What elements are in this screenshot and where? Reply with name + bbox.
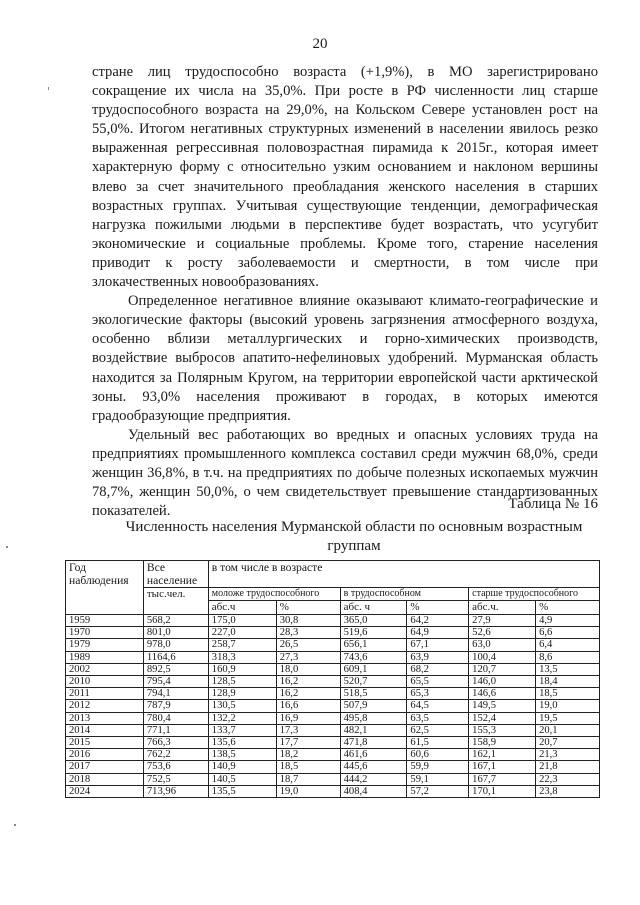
cell-total: 794,1 bbox=[143, 688, 208, 700]
cell-work-abs: 507,9 bbox=[340, 700, 407, 712]
cell-old-pct: 19,5 bbox=[536, 712, 600, 724]
cell-total: 713,96 bbox=[143, 785, 208, 797]
table-title: Численность населения Мурманской области по основным возрастным группам bbox=[125, 519, 583, 554]
cell-work-abs: 444,2 bbox=[340, 773, 407, 785]
cell-young-abs: 140,9 bbox=[208, 761, 276, 773]
cell-young-abs: 128,5 bbox=[208, 676, 276, 688]
cell-old-pct: 20,1 bbox=[536, 724, 600, 736]
table-row bbox=[66, 639, 600, 651]
cell-young-pct: 18,2 bbox=[276, 749, 340, 761]
table-row bbox=[66, 676, 600, 688]
cell-young-pct: 17,7 bbox=[276, 737, 340, 749]
cell-year: 2011 bbox=[66, 688, 144, 700]
cell-work-abs: 365,0 bbox=[340, 615, 407, 627]
header-total: Все население bbox=[143, 561, 208, 588]
cell-year: 2017 bbox=[66, 761, 144, 773]
header-abs-old: абс.ч. bbox=[469, 601, 536, 615]
cell-young-abs: 258,7 bbox=[208, 639, 276, 651]
table-row bbox=[66, 773, 600, 785]
cell-work-pct: 61,5 bbox=[407, 737, 469, 749]
cell-old-abs: 63,0 bbox=[469, 639, 536, 651]
scan-speck bbox=[14, 824, 16, 826]
cell-work-abs: 461,6 bbox=[340, 749, 407, 761]
table-row bbox=[66, 749, 600, 761]
cell-young-pct: 26,5 bbox=[276, 639, 340, 651]
scan-speck bbox=[6, 546, 8, 548]
cell-young-abs: 133,7 bbox=[208, 724, 276, 736]
cell-total: 978,0 bbox=[143, 639, 208, 651]
cell-old-abs: 155,3 bbox=[469, 724, 536, 736]
table-row bbox=[66, 663, 600, 675]
cell-old-pct: 22,3 bbox=[536, 773, 600, 785]
cell-young-abs: 318,3 bbox=[208, 651, 276, 663]
cell-young-abs: 135,5 bbox=[208, 785, 276, 797]
cell-young-abs: 227,0 bbox=[208, 627, 276, 639]
table-row bbox=[66, 700, 600, 712]
cell-old-abs: 146,0 bbox=[469, 676, 536, 688]
table-row bbox=[66, 785, 600, 797]
cell-old-abs: 27,9 bbox=[469, 615, 536, 627]
header-abs-working: абс. ч bbox=[340, 601, 407, 615]
cell-work-abs: 518,5 bbox=[340, 688, 407, 700]
cell-young-pct: 30,8 bbox=[276, 615, 340, 627]
cell-year: 2016 bbox=[66, 749, 144, 761]
cell-work-abs: 743,6 bbox=[340, 651, 407, 663]
cell-work-pct: 67,1 bbox=[407, 639, 469, 651]
cell-old-abs: 170,1 bbox=[469, 785, 536, 797]
cell-work-abs: 482,1 bbox=[340, 724, 407, 736]
cell-young-pct: 16,2 bbox=[276, 676, 340, 688]
cell-young-pct: 16,2 bbox=[276, 688, 340, 700]
cell-year: 1989 bbox=[66, 651, 144, 663]
cell-old-abs: 152,4 bbox=[469, 712, 536, 724]
cell-old-abs: 162,1 bbox=[469, 749, 536, 761]
cell-young-abs: 135,6 bbox=[208, 737, 276, 749]
cell-total: 771,1 bbox=[143, 724, 208, 736]
cell-year: 1970 bbox=[66, 627, 144, 639]
table-header-row bbox=[66, 561, 600, 588]
table-row bbox=[66, 737, 600, 749]
cell-work-pct: 65,5 bbox=[407, 676, 469, 688]
cell-old-pct: 8,6 bbox=[536, 651, 600, 663]
paragraph: Определенное негативное влияние оказывают климато-географические и экологические факторы (высокий уровень загрязнения атмосферного воздуха, особенно вблизи металлургических и горно-химических производств, воздействие выбросов апатито-нефелиновых удобрений. Мурманская область находится за Полярным Кругом, на территории европейской части арктической зоны. 93,0% населения проживают в городах, в которых имеются градообразующие предприятия. bbox=[92, 293, 598, 424]
cell-old-abs: 158,9 bbox=[469, 737, 536, 749]
header-pct-young: % bbox=[276, 601, 340, 615]
body-text bbox=[92, 63, 598, 521]
cell-year: 2012 bbox=[66, 700, 144, 712]
cell-work-abs: 445,6 bbox=[340, 761, 407, 773]
cell-work-abs: 495,8 bbox=[340, 712, 407, 724]
cell-old-abs: 100,4 bbox=[469, 651, 536, 663]
cell-work-abs: 609,1 bbox=[340, 663, 407, 675]
cell-old-abs: 149,5 bbox=[469, 700, 536, 712]
cell-old-pct: 20,7 bbox=[536, 737, 600, 749]
table-row bbox=[66, 627, 600, 639]
header-working: в трудоспособном bbox=[340, 588, 469, 601]
cell-old-pct: 18,5 bbox=[536, 688, 600, 700]
cell-young-pct: 18,0 bbox=[276, 663, 340, 675]
cell-total: 753,6 bbox=[143, 761, 208, 773]
population-table bbox=[65, 560, 600, 798]
cell-year: 2018 bbox=[66, 773, 144, 785]
cell-year: 1959 bbox=[66, 615, 144, 627]
cell-work-pct: 64,5 bbox=[407, 700, 469, 712]
cell-young-pct: 19,0 bbox=[276, 785, 340, 797]
cell-young-pct: 28,3 bbox=[276, 627, 340, 639]
cell-year: 2014 bbox=[66, 724, 144, 736]
cell-young-pct: 16,6 bbox=[276, 700, 340, 712]
cell-year: 2024 bbox=[66, 785, 144, 797]
cell-work-pct: 57,2 bbox=[407, 785, 469, 797]
scan-speck bbox=[48, 87, 49, 90]
cell-total: 892,5 bbox=[143, 663, 208, 675]
cell-year: 2013 bbox=[66, 712, 144, 724]
header-old: старше трудоспособного bbox=[469, 588, 600, 601]
table-label: Таблица № 16 bbox=[508, 496, 598, 512]
cell-work-abs: 408,4 bbox=[340, 785, 407, 797]
cell-total: 787,9 bbox=[143, 700, 208, 712]
cell-old-pct: 13,5 bbox=[536, 663, 600, 675]
cell-old-abs: 146,6 bbox=[469, 688, 536, 700]
table-row bbox=[66, 761, 600, 773]
cell-year: 2002 bbox=[66, 663, 144, 675]
cell-young-abs: 130,5 bbox=[208, 700, 276, 712]
cell-young-pct: 17,3 bbox=[276, 724, 340, 736]
header-year: Год наблюдения bbox=[66, 561, 144, 615]
cell-old-pct: 18,4 bbox=[536, 676, 600, 688]
header-pct-working: % bbox=[407, 601, 469, 615]
cell-work-abs: 656,1 bbox=[340, 639, 407, 651]
cell-year: 2015 bbox=[66, 737, 144, 749]
table-row bbox=[66, 651, 600, 663]
cell-young-abs: 132,2 bbox=[208, 712, 276, 724]
table-row bbox=[66, 615, 600, 627]
cell-work-pct: 68,2 bbox=[407, 663, 469, 675]
cell-young-pct: 18,5 bbox=[276, 761, 340, 773]
cell-total: 762,2 bbox=[143, 749, 208, 761]
cell-work-pct: 59,9 bbox=[407, 761, 469, 773]
cell-old-pct: 21,8 bbox=[536, 761, 600, 773]
cell-young-pct: 18,7 bbox=[276, 773, 340, 785]
cell-old-pct: 6,6 bbox=[536, 627, 600, 639]
cell-young-pct: 27,3 bbox=[276, 651, 340, 663]
cell-old-pct: 23,8 bbox=[536, 785, 600, 797]
cell-work-pct: 64,2 bbox=[407, 615, 469, 627]
cell-work-abs: 519,6 bbox=[340, 627, 407, 639]
cell-work-pct: 59,1 bbox=[407, 773, 469, 785]
table-row bbox=[66, 712, 600, 724]
cell-work-abs: 471,8 bbox=[340, 737, 407, 749]
cell-total: 780,4 bbox=[143, 712, 208, 724]
cell-work-pct: 64,9 bbox=[407, 627, 469, 639]
cell-young-abs: 138,5 bbox=[208, 749, 276, 761]
cell-year: 1979 bbox=[66, 639, 144, 651]
header-total-unit: тыс.чел. bbox=[143, 588, 208, 615]
cell-old-pct: 21,3 bbox=[536, 749, 600, 761]
cell-work-pct: 65,3 bbox=[407, 688, 469, 700]
cell-old-abs: 167,7 bbox=[469, 773, 536, 785]
cell-old-pct: 4,9 bbox=[536, 615, 600, 627]
header-abs-young: абс.ч bbox=[208, 601, 276, 615]
cell-total: 766,3 bbox=[143, 737, 208, 749]
paragraph: Удельный вес работающих во вредных и опасных условиях труда на предприятиях промышленного комплекса составил среди мужчин 68,0%, среди женщин 36,8%, в т.ч. на предприятиях по добыче полезных ископаемых мужчин 78,7%, женщин 50,0%, о чем свидетельствует превышение стандартизованных показателей. bbox=[92, 426, 598, 520]
cell-old-abs: 167,1 bbox=[469, 761, 536, 773]
header-young: моложе трудоспособного bbox=[208, 588, 340, 601]
cell-work-pct: 63,5 bbox=[407, 712, 469, 724]
cell-work-pct: 62,5 bbox=[407, 724, 469, 736]
cell-young-pct: 16,9 bbox=[276, 712, 340, 724]
cell-work-pct: 63,9 bbox=[407, 651, 469, 663]
header-age-group: в том числе в возрасте bbox=[208, 561, 599, 588]
cell-total: 795,4 bbox=[143, 676, 208, 688]
cell-old-pct: 6,4 bbox=[536, 639, 600, 651]
cell-young-abs: 140,5 bbox=[208, 773, 276, 785]
cell-old-abs: 52,6 bbox=[469, 627, 536, 639]
cell-young-abs: 160,9 bbox=[208, 663, 276, 675]
header-pct-old: % bbox=[536, 601, 600, 615]
cell-young-abs: 175,0 bbox=[208, 615, 276, 627]
cell-total: 801,0 bbox=[143, 627, 208, 639]
cell-total: 568,2 bbox=[143, 615, 208, 627]
paragraph: стране лиц трудоспособно возраста (+1,9%), в МО зарегистрировано сокращение их числа на 35,0%. При росте в РФ численности лиц старше трудоспособного возраста на 29,0%, на Кольском Севере установлен рост на 55,0%. Итогом негативных структурных изменений в населении явилось резко выраженная регрессивная половозрастная пирамида к 2015г., которая имеет характерную форму с относительно узким основанием и наклоном вершины влево за счет значительного преобладания женского населения в старших возрастных группах. Учитывая существующие тенденции, демографическая нагрузка пожилыми людьми в перспективе будет возрастать, что усугубит экономические и социальные проблемы. Кроме того, старение населения приводит к росту заболеваемости и смертности, в том числе при злокачественных новообразованиях. bbox=[92, 64, 598, 291]
cell-year: 2010 bbox=[66, 676, 144, 688]
cell-total: 1164,6 bbox=[143, 651, 208, 663]
cell-total: 752,5 bbox=[143, 773, 208, 785]
cell-old-pct: 19,0 bbox=[536, 700, 600, 712]
cell-old-abs: 120,7 bbox=[469, 663, 536, 675]
table-row bbox=[66, 688, 600, 700]
table-subheader-row bbox=[66, 588, 600, 601]
cell-work-abs: 520,7 bbox=[340, 676, 407, 688]
page-number: 20 bbox=[312, 36, 328, 52]
cell-young-abs: 128,9 bbox=[208, 688, 276, 700]
table-row bbox=[66, 724, 600, 736]
cell-work-pct: 60,6 bbox=[407, 749, 469, 761]
